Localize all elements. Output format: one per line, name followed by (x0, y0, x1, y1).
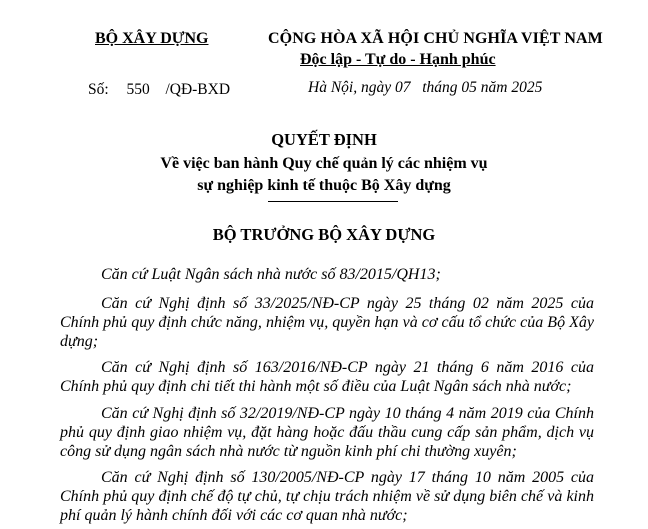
preamble-paragraph: Căn cứ Nghị định số 130/2005/NĐ-CP ngày 17 tháng 10 năm 2005 của Chính phủ quy định chế độ tự chủ, tự chịu trách nhiệm về sử dụng biên chế và kinh phí quản lý hành chính đối với các cơ quan nhà nước; (60, 469, 594, 524)
issue-date-month: 05 (461, 79, 477, 96)
document-subject-line-1: Về việc ban hành Quy chế quản lý các nhiệm vụ (160, 155, 488, 172)
document-number-suffix: /QĐ-BXD (165, 81, 231, 98)
document-number-value: 550 (126, 81, 150, 98)
issue-date-day: 07 (394, 79, 411, 96)
issue-date-year-label: năm (480, 79, 508, 96)
document-subject-line-2: sự nghiệp kinh tế thuộc Bộ Xây dựng (197, 177, 451, 194)
preamble-paragraph: Căn cứ Nghị định số 163/2016/NĐ-CP ngày 21 tháng 6 năm 2016 của Chính phủ quy định chi tiết thi hành một số điều của Luật Ngân sách nhà nước; (60, 359, 594, 395)
issuing-authority: BỘ TRƯỞNG BỘ XÂY DỰNG (212, 225, 436, 244)
issuing-ministry: BỘ XÂY DỰNG (95, 30, 209, 47)
preamble-paragraph: Căn cứ Luật Ngân sách nhà nước số 83/2015/QH13; (101, 266, 441, 283)
document-number-prefix: Số: (88, 81, 109, 98)
document-number (88, 81, 230, 99)
title-divider (268, 201, 398, 202)
national-motto: Độc lập - Tự do - Hạnh phúc (300, 51, 496, 68)
issue-date-month-label: tháng (422, 79, 458, 96)
issue-date-year: 2025 (511, 79, 543, 96)
national-title: CỘNG HÒA XÃ HỘI CHỦ NGHĨA VIỆT NAM (268, 30, 603, 47)
preamble-paragraph: Căn cứ Nghị định số 32/2019/NĐ-CP ngày 10 tháng 4 năm 2019 của Chính phủ quy định giao nhiệm vụ, đặt hàng hoặc đấu thầu cung cấp sản phẩm, dịch vụ công sử dụng ngân sách nhà nước từ nguồn kinh phí chi thường xuyên; (60, 405, 594, 460)
issue-date-place: Hà Nội, ngày (308, 79, 392, 96)
document-type-title: QUYẾT ĐỊNH (271, 130, 377, 149)
preamble-paragraph: Căn cứ Nghị định số 33/2025/NĐ-CP ngày 25 tháng 02 năm 2025 của Chính phủ quy định chức năng, nhiệm vụ, quyền hạn và cơ cấu tổ chức của Bộ Xây dựng; (60, 295, 594, 350)
issue-date (308, 79, 542, 97)
